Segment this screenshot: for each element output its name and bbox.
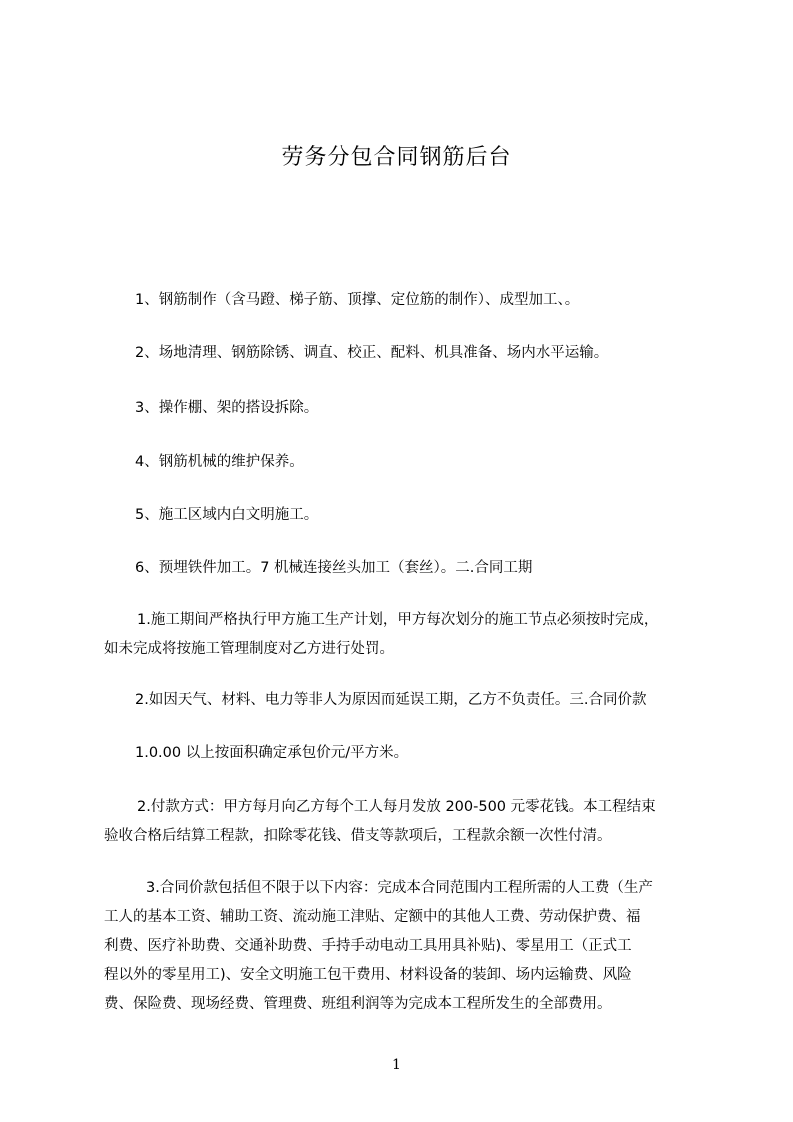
period-clause-2: 2.如因天气、材料、电力等非人为原因而延误工期，乙方不负责任。三.合同价款 xyxy=(135,692,647,708)
scope-item-1: 1、钢筋制作（含马蹬、梯子筋、顶撑、定位筋的制作）、成型加工、。 xyxy=(135,292,580,308)
price-clause-2 xyxy=(104,793,704,851)
scope-item-5: 5、施工区域内白文明施工。 xyxy=(135,507,319,523)
scope-item-3: 3、操作棚、架的搭设拆除。 xyxy=(135,400,319,416)
price-clause-2-line-1: 2.付款方式：甲方每月向乙方每个工人每月发放 200-500 元零花钱。本工程结束 xyxy=(137,799,656,815)
price-clause-3 xyxy=(104,874,704,1019)
scope-item-2: 2、场地清理、钢筋除锈、调直、校正、配料、机具准备、场内水平运输。 xyxy=(135,345,609,361)
price-clause-2-line-2: 验收合格后结算工程款，扣除零花钱、借支等款项后，工程款余额一次性付清。 xyxy=(104,828,612,844)
period-clause-1-line-1: 1.施工期间严格执行甲方施工生产计划，甲方每次划分的施工节点必须按时完成， xyxy=(137,612,659,628)
price-clause-3-line-2: 工人的基本工资、辅助工资、流动施工津贴、定额中的其他人工费、劳动保护费、福 xyxy=(104,909,641,925)
price-clause-3-line-3: 利费、医疗补助费、交通补助费、手持手动电动工具用具补贴)、零星用工（正式工 xyxy=(104,938,632,954)
scope-item-6: 6、预埋铁件加工。7 机械连接丝头加工（套丝）。二.合同工期 xyxy=(135,560,533,576)
price-clause-3-line-4: 程以外的零星用工)、安全文明施工包干费用、材料设备的装卸、场内运输费、风险 xyxy=(104,967,632,983)
period-clause-1-line-2: 如未完成将按施工管理制度对乙方进行处罚。 xyxy=(104,641,394,657)
price-clause-1: 1.0.00 以上按面积确定承包价元/平方米。 xyxy=(135,745,409,761)
period-clause-1 xyxy=(104,606,704,664)
scope-item-4: 4、钢筋机械的维护保养。 xyxy=(135,454,304,470)
document-title: 劳务分包合同钢筋后台 xyxy=(281,145,512,170)
price-clause-3-line-1: 3.合同价款包括但不限于以下内容：完成本合同范围内工程所需的人工费（生产 xyxy=(146,880,653,896)
page-number: 1 xyxy=(392,1057,401,1073)
price-clause-3-line-5: 费、保险费、现场经费、管理费、班组利润等为完成本工程所发生的全部费用。 xyxy=(104,996,612,1012)
